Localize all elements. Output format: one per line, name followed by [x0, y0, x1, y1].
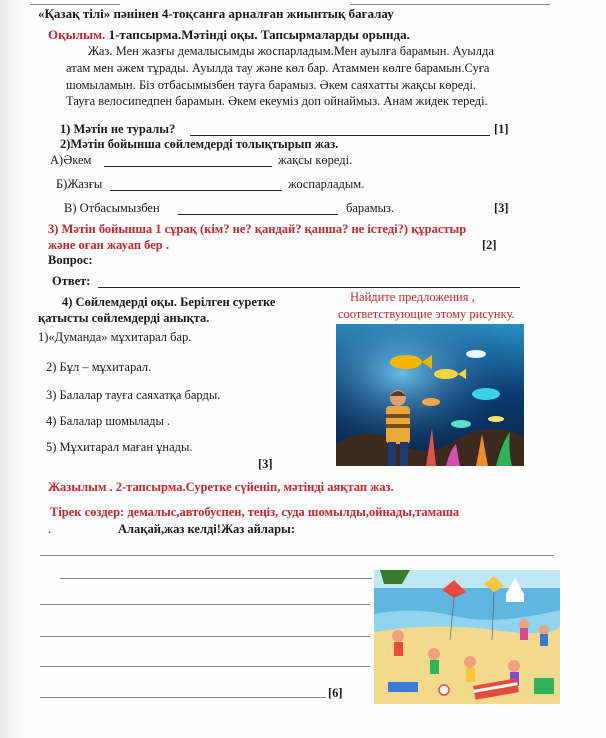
document-title: «Қазақ тілі» пәнінен 4-тоқсанға арналған жиынтық бағалау [38, 6, 394, 21]
q2-b-end: жоспарладым. [288, 177, 365, 191]
question-1: 1) Мәтін не туралы? [60, 122, 176, 136]
writing-heading-text: Жазылым . 2-тапсырма.Суретке сүйеніп, мәтінді аяқтап жаз. [48, 480, 394, 494]
writing-score: [6] [328, 686, 343, 700]
page-edge-shadow [0, 0, 24, 738]
header-line-left [30, 4, 120, 5]
writing-heading [48, 480, 394, 495]
task4-russian-line2: соответствующие этому рисунку. [338, 307, 515, 321]
reading-text-line: Тауға велосипедпен барамын. Әкем екеуміз доп ойнаймыз. Анам жидек тереді. [66, 94, 488, 108]
answer-line-q1[interactable] [190, 135, 490, 136]
reading-heading [48, 27, 410, 43]
writing-line[interactable] [40, 604, 370, 605]
q2-c-start: В) Отбасымызбен [64, 201, 160, 215]
beach-image [374, 570, 560, 704]
q2-b-start: Б)Жазғы [56, 177, 103, 191]
task4-title-line1: 4) Сөйлемдерді оқы. Берілген суретке [62, 295, 276, 309]
answer-line-q2-c[interactable] [178, 214, 338, 215]
task4-score: [3] [258, 457, 273, 471]
answer-label: Ответ: [52, 274, 91, 288]
answer-line-q2-b[interactable] [110, 190, 282, 191]
header-line-right [350, 4, 550, 5]
task4-item: 1)«Думанда» мұхитарал бар. [38, 330, 192, 344]
writing-line[interactable] [40, 636, 370, 637]
writing-line[interactable] [40, 666, 370, 667]
question-3-line1: 3) Мәтін бойынша 1 сұрақ (кім? не? қандай? қанша? не істеді?) құрастыр [48, 222, 467, 236]
q2-score: [3] [494, 201, 509, 215]
reading-heading-task: 1-тапсырма.Мәтінді оқы. Тапсырмаларды орында. [105, 27, 410, 42]
task4-title-line2: қатысты сөйлемдерді анықта. [38, 311, 210, 325]
task4-item: 3) Балалар тауға саяхатқа барды. [46, 388, 221, 402]
reading-text-line: Жаз. Мен жазғы демалысымды жоспарладым.Мен ауылға барамын. Ауылда [88, 44, 494, 58]
answer-line-q3[interactable] [98, 287, 520, 288]
q2-c-end: барамыз. [346, 201, 395, 215]
writing-line[interactable] [60, 578, 372, 579]
answer-line-q2-a[interactable] [104, 166, 272, 167]
reading-text-line: атам мен әжем тұрады. Ауылда тау және көл бар. Атаммен көлге барамын.Суға [66, 61, 490, 75]
task4-item: 4) Балалар шомылады . [46, 414, 171, 428]
reading-heading-label: Оқылым. [48, 27, 106, 42]
question-2-title: 2)Мәтін бойынша сөйлемдерді толықтырып жаз. [60, 137, 339, 151]
task4-russian-line1: Найдите предложения , [350, 290, 475, 304]
q2-a-start: А)Әкем [50, 153, 92, 167]
aquarium-image [336, 324, 524, 466]
q1-score: [1] [494, 122, 509, 136]
reading-text-line: шомыламын. Біз отбасымызбен тауға барамыз. Әкем саяхатты жақсы көреді. [66, 78, 477, 92]
question-label: Вопрос: [48, 253, 93, 267]
writing-line[interactable] [40, 697, 326, 698]
start-sentence: Алақай,жаз келді!Жаз айлары: [118, 522, 295, 536]
question-3-line2: және оған жауап бер . [48, 238, 170, 252]
task4-item: 5) Мұхитарал маған ұнады. [46, 440, 193, 454]
support-words: Тірек сөздер: демалыс,автобуспен, теңіз, суда шомылды,ойнады,тамаша [50, 505, 460, 519]
q3-score: [2] [482, 238, 497, 252]
task4-item: 2) Бұл – мұхитарал. [46, 360, 152, 374]
dot-marker: . [48, 522, 52, 536]
writing-line[interactable] [40, 555, 554, 556]
q2-a-end: жақсы көреді. [278, 153, 353, 167]
